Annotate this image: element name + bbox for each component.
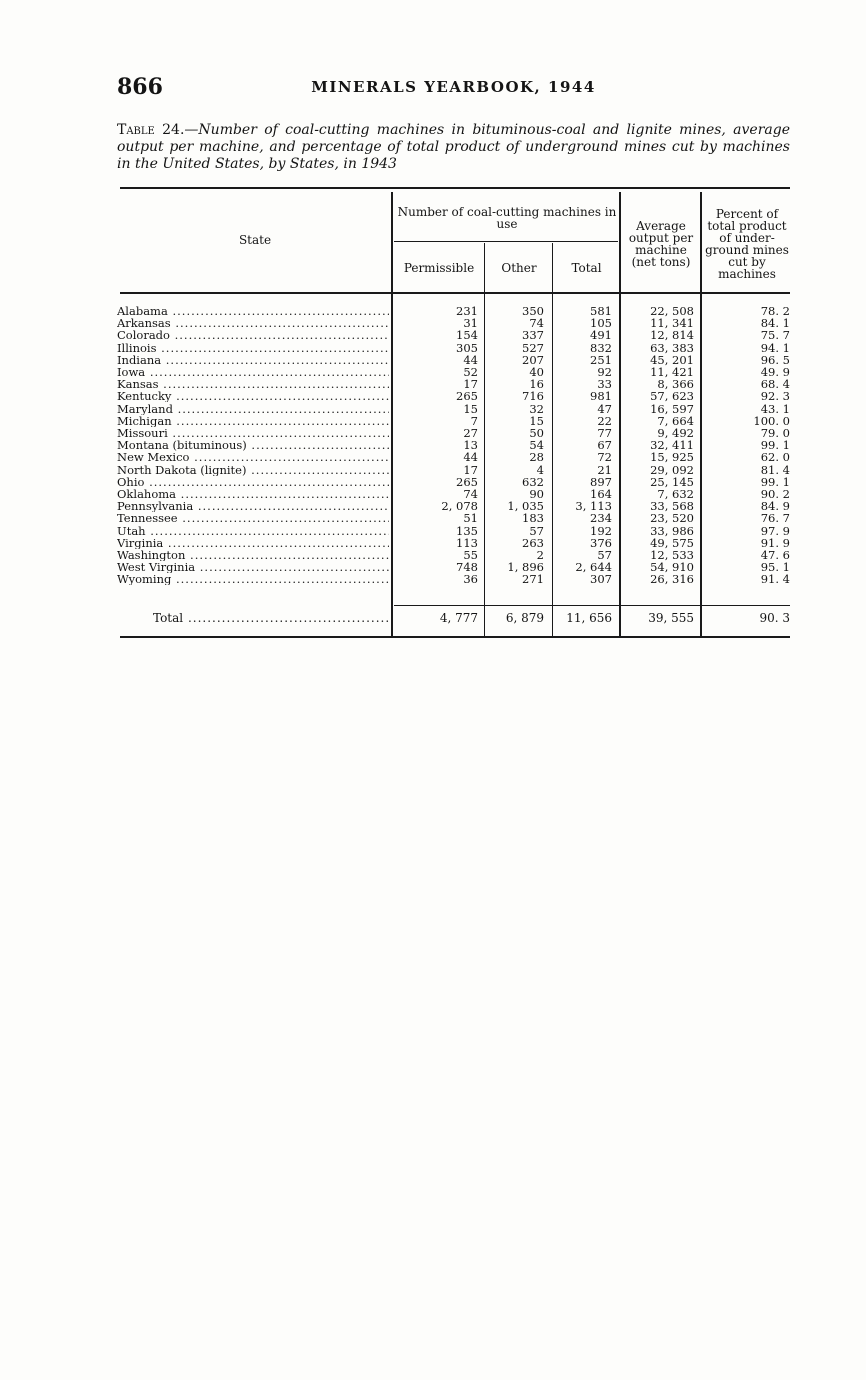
table-cell-permissible: 52 xyxy=(463,365,478,379)
table-row xyxy=(117,476,792,488)
table-cell-total: 67 xyxy=(597,438,612,453)
table-cell-percent: 81. 4 xyxy=(760,462,790,477)
table-cell-permissible: 31 xyxy=(463,316,478,331)
table-cell-total: 981 xyxy=(590,389,612,404)
table-cell-other: 15 xyxy=(529,413,544,428)
table-cell-avg-output: 8, 366 xyxy=(657,377,694,392)
table-cell-permissible: 44 xyxy=(463,352,478,367)
table-cell-percent: 76. 7 xyxy=(760,511,790,526)
table-cell-percent: 78. 2 xyxy=(760,304,790,318)
table-cell-other: 4 xyxy=(536,462,544,477)
table-bottom-rule xyxy=(120,636,790,638)
table-cell-permissible: 231 xyxy=(456,304,478,318)
table-cell-permissible: 17 xyxy=(463,462,478,477)
header-total: Total xyxy=(571,261,602,275)
table-cell-total: 2, 644 xyxy=(575,560,612,575)
table-cell-state: Washington ..... xyxy=(117,549,389,561)
header-percent: Percent of total product of under-ground mines cut by machines xyxy=(705,207,789,281)
table-cell-permissible: 265 xyxy=(456,474,478,489)
table-cell-other: 207 xyxy=(522,352,544,367)
total-avg-output: 39, 555 xyxy=(648,611,694,625)
table-cell-percent: 94. 1 xyxy=(760,340,790,355)
total-permissible: 4, 777 xyxy=(439,611,478,625)
table-cell-other: 350 xyxy=(522,304,544,318)
table-cell-total: 92 xyxy=(597,365,612,379)
table-cell-state: Michigan ..... xyxy=(117,415,389,427)
table-cell-state: Pennsylvania ..... xyxy=(117,500,389,512)
table-cell-state: North Dakota (lignite) ..... xyxy=(117,464,389,476)
table-row xyxy=(117,427,792,439)
table-row xyxy=(117,488,792,500)
table-cell-state: Kansas ..... xyxy=(117,378,389,390)
table-cell-total: 234 xyxy=(590,511,612,526)
table-row xyxy=(117,549,792,561)
table-cell-other: 716 xyxy=(522,389,544,404)
table-cell-permissible: 748 xyxy=(456,560,478,575)
table-cell-state: Wyoming ..... xyxy=(117,573,389,585)
table-cell-percent: 99. 1 xyxy=(760,438,790,453)
header-bottom-rule xyxy=(120,292,790,294)
table-cell-other: 32 xyxy=(529,401,544,416)
table-cell-percent: 62. 0 xyxy=(760,450,790,465)
table-cell-avg-output: 32, 411 xyxy=(650,438,694,453)
table-cell-percent: 90. 2 xyxy=(760,487,790,501)
table-cell-avg-output: 12, 814 xyxy=(650,328,694,343)
table-cell-percent: 68. 4 xyxy=(760,377,790,392)
group-header-rule xyxy=(394,241,618,242)
table-cell-avg-output: 25, 145 xyxy=(650,474,694,489)
table-cell-permissible: 154 xyxy=(456,328,478,343)
header-other: Other xyxy=(501,261,537,275)
table-row xyxy=(117,561,792,573)
table-cell-percent: 79. 0 xyxy=(760,426,790,440)
table-row xyxy=(117,537,792,549)
table-cell-state: Oklahoma ..... xyxy=(117,488,389,500)
header-state: State xyxy=(238,233,272,247)
table-cell-state: Kentucky ..... xyxy=(117,390,389,402)
table-cell-percent: 75. 7 xyxy=(760,328,790,343)
table-cell-total: 3, 113 xyxy=(575,499,612,514)
table-cell-percent: 95. 1 xyxy=(760,560,790,575)
table-cell-other: 28 xyxy=(529,450,544,465)
table-cell-percent: 92. 3 xyxy=(760,389,790,404)
table-cell-percent: 84. 1 xyxy=(760,316,790,331)
table-cell-percent: 96. 5 xyxy=(760,352,790,367)
table-cell-other: 271 xyxy=(522,572,544,587)
table-row xyxy=(117,342,792,354)
page-number: 866 xyxy=(117,74,163,100)
table-row xyxy=(117,403,792,415)
table-cell-avg-output: 11, 421 xyxy=(650,365,694,379)
table-cell-other: 54 xyxy=(529,438,544,453)
header-machines-group: Number of coal-cutting machines in use xyxy=(397,205,617,231)
table-row xyxy=(117,390,792,402)
table-cell-permissible: 2, 078 xyxy=(441,499,478,514)
table-cell-total: 307 xyxy=(590,572,612,587)
table-cell-total: 164 xyxy=(590,487,612,501)
table-cell-avg-output: 54, 910 xyxy=(650,560,694,575)
table-cell-percent: 97. 9 xyxy=(760,523,790,538)
table-row xyxy=(117,451,792,463)
table-row xyxy=(117,464,792,476)
table-cell-percent: 99. 1 xyxy=(760,474,790,489)
table-cell-permissible: 55 xyxy=(463,548,478,562)
table-row xyxy=(117,354,792,366)
table-cell-state: Alabama ..... xyxy=(117,305,389,317)
table-cell-percent: 84. 9 xyxy=(760,499,790,514)
table-cell-avg-output: 15, 925 xyxy=(650,450,694,465)
table-cell-state: New Mexico ..... xyxy=(117,451,389,463)
table-cell-state: Arkansas ..... xyxy=(117,317,389,329)
table-cell-permissible: 7 xyxy=(470,413,478,428)
table-cell-state: Ohio ..... xyxy=(117,476,389,488)
total-label: Total ..... xyxy=(153,612,389,624)
table-top-rule xyxy=(120,187,790,189)
table-cell-total: 897 xyxy=(590,474,612,489)
table-cell-state: Missouri ..... xyxy=(117,427,389,439)
table-cell-permissible: 27 xyxy=(463,426,478,440)
table-cell-other: 40 xyxy=(529,365,544,379)
table-cell-other: 74 xyxy=(529,316,544,331)
table-cell-avg-output: 16, 597 xyxy=(650,401,694,416)
running-title: MINERALS YEARBOOK, 1944 xyxy=(311,78,596,96)
table-cell-permissible: 44 xyxy=(463,450,478,465)
table-cell-permissible: 15 xyxy=(463,401,478,416)
table-cell-avg-output: 11, 341 xyxy=(650,316,694,331)
table-cell-other: 527 xyxy=(522,340,544,355)
table-cell-avg-output: 45, 201 xyxy=(650,352,694,367)
table-cell-state: Illinois ..... xyxy=(117,342,389,354)
table-cell-state: Iowa ..... xyxy=(117,366,389,378)
table-cell-permissible: 74 xyxy=(463,487,478,501)
table-cell-avg-output: 33, 568 xyxy=(650,499,694,514)
table-row xyxy=(117,329,792,341)
table-caption-text: —Number of coal-cutting machines in bituminous-coal and lignite mines, average output per machine, and percentage of total product of underground mines cut by machines in the United States, by States, in 1943 xyxy=(117,122,790,172)
table-cell-other: 263 xyxy=(522,535,544,550)
table-row xyxy=(117,305,792,317)
table-cell-state: West Virginia ..... xyxy=(117,561,389,573)
table-cell-avg-output: 7, 632 xyxy=(657,487,694,501)
table-cell-state: Utah ..... xyxy=(117,525,389,537)
table-cell-state: Tennessee ..... xyxy=(117,512,389,524)
table-row xyxy=(117,500,792,512)
table-cell-other: 1, 896 xyxy=(507,560,544,575)
total-top-rule xyxy=(394,605,790,606)
table-cell-avg-output: 49, 575 xyxy=(650,535,694,550)
table-cell-total: 47 xyxy=(597,401,612,416)
table-cell-other: 57 xyxy=(529,523,544,538)
table-cell-avg-output: 57, 623 xyxy=(650,389,694,404)
table-cell-total: 33 xyxy=(597,377,612,392)
table-cell-total: 251 xyxy=(590,352,612,367)
table-cell-permissible: 135 xyxy=(456,523,478,538)
table-cell-percent: 49. 9 xyxy=(760,365,790,379)
table-cell-permissible: 17 xyxy=(463,377,478,392)
table-cell-total: 192 xyxy=(590,523,612,538)
table-cell-state: Montana (bituminous) ..... xyxy=(117,439,389,451)
table-cell-total: 22 xyxy=(597,413,612,428)
table-cell-total: 491 xyxy=(590,328,612,343)
table-cell-permissible: 305 xyxy=(456,340,478,355)
table-cell-other: 16 xyxy=(529,377,544,392)
table-cell-other: 183 xyxy=(522,511,544,526)
table-cell-total: 105 xyxy=(590,316,612,331)
table-cell-total: 21 xyxy=(597,462,612,477)
table-cell-percent: 91. 4 xyxy=(760,572,790,587)
table-cell-percent: 100. 0 xyxy=(753,413,790,428)
table-cell-other: 337 xyxy=(522,328,544,343)
table-cell-avg-output: 29, 092 xyxy=(650,462,694,477)
total-total: 11, 656 xyxy=(566,611,612,625)
table-cell-avg-output: 33, 986 xyxy=(650,523,694,538)
table-cell-avg-output: 63, 383 xyxy=(650,340,694,355)
table-cell-state: Colorado ..... xyxy=(117,329,389,341)
table-cell-other: 632 xyxy=(522,474,544,489)
table-cell-other: 90 xyxy=(529,487,544,501)
table-cell-avg-output: 12, 533 xyxy=(650,548,694,562)
table-cell-state: Virginia ..... xyxy=(117,537,389,549)
table-row xyxy=(117,317,792,329)
table-row xyxy=(117,573,792,585)
table-cell-total: 832 xyxy=(590,340,612,355)
table-cell-avg-output: 23, 520 xyxy=(650,511,694,526)
table-cell-avg-output: 22, 508 xyxy=(650,304,694,318)
table-cell-other: 1, 035 xyxy=(507,499,544,514)
table-cell-state: Maryland ..... xyxy=(117,403,389,415)
table-cell-state: Indiana ..... xyxy=(117,354,389,366)
page-header xyxy=(117,74,790,104)
table-cell-avg-output: 7, 664 xyxy=(657,413,694,428)
table-cell-total: 72 xyxy=(597,450,612,465)
table-cell-avg-output: 9, 492 xyxy=(657,426,694,440)
table-cell-other: 50 xyxy=(529,426,544,440)
table-cell-total: 57 xyxy=(597,548,612,562)
table-total-row xyxy=(117,612,792,624)
table-cell-percent: 47. 6 xyxy=(760,548,790,562)
table-cell-permissible: 13 xyxy=(463,438,478,453)
table-row xyxy=(117,512,792,524)
table-cell-avg-output: 26, 316 xyxy=(650,572,694,587)
table-row xyxy=(117,415,792,427)
header-average-output: Average output per machine (net tons) xyxy=(628,219,694,269)
table-cell-permissible: 265 xyxy=(456,389,478,404)
table-cell-total: 581 xyxy=(590,304,612,318)
table-row xyxy=(117,439,792,451)
table-cell-total: 77 xyxy=(597,426,612,440)
table-row xyxy=(117,366,792,378)
table-cell-permissible: 36 xyxy=(463,572,478,587)
table-row xyxy=(117,378,792,390)
total-percent: 90. 3 xyxy=(759,611,790,625)
header-permissible: Permissible xyxy=(403,261,475,275)
table-caption xyxy=(117,122,790,173)
total-other: 6, 879 xyxy=(505,611,544,625)
table-cell-total: 376 xyxy=(590,535,612,550)
table-label: Table 24. xyxy=(117,122,185,138)
table-row xyxy=(117,525,792,537)
table-cell-permissible: 51 xyxy=(463,511,478,526)
table-cell-percent: 91. 9 xyxy=(760,535,790,550)
table-cell-other: 2 xyxy=(536,548,544,562)
table-cell-percent: 43. 1 xyxy=(760,401,790,416)
table-cell-permissible: 113 xyxy=(456,535,478,550)
